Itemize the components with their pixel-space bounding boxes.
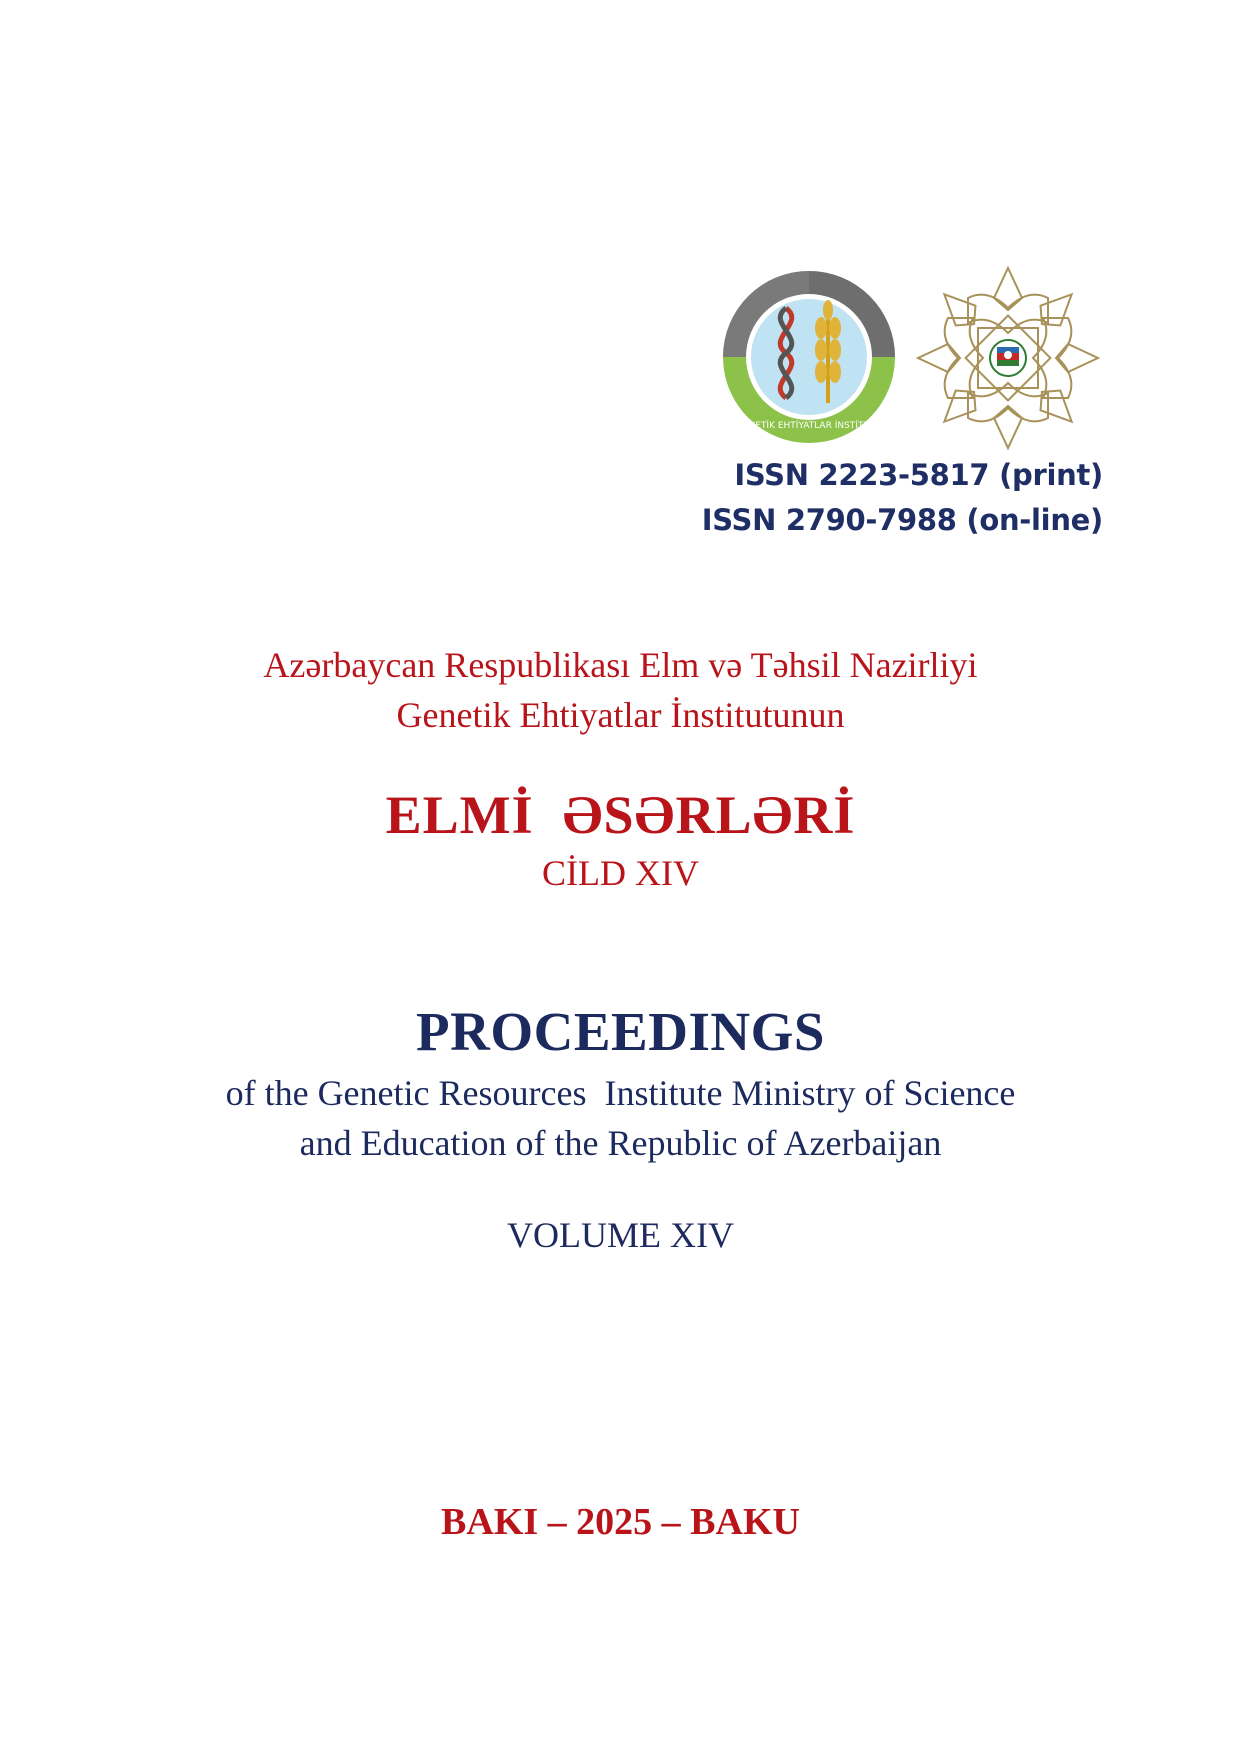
institute-logo-text: GENETİK EHTİYATLAR İNSTİTUTU (735, 421, 883, 431)
ministry-line-2: Genetik Ehtiyatlar İnstitutunun (396, 695, 845, 735)
ministry-line-1: Azərbaycan Respublikası Elm və Təhsil Nazirliyi (263, 645, 978, 685)
volume-az: CİLD XIV (542, 853, 699, 893)
ministry-header-az (0, 640, 1241, 740)
institute-wheat-dna-logo (720, 268, 898, 446)
subtitle-line-2: and Education of the Republic of Azerbaijan (299, 1123, 942, 1163)
subtitle-en (0, 1068, 1241, 1168)
issn-print: ISSN 2223-5817 (print) (734, 458, 1103, 492)
title-en: PROCEEDINGS (416, 1001, 825, 1062)
volume-en: VOLUME XIV (507, 1215, 734, 1255)
logo-group (720, 262, 1120, 452)
subtitle-line-1: of the Genetic Resources Institute Ministry of Science (225, 1073, 1016, 1113)
imprint-city-year: BAKI – 2025 – BAKU (441, 1501, 800, 1543)
issn-online: ISSN 2790-7988 (on-line) (701, 503, 1103, 537)
title-az: ELMİ ƏSƏRLƏRİ (385, 785, 856, 845)
book-star-emblem (912, 262, 1104, 454)
